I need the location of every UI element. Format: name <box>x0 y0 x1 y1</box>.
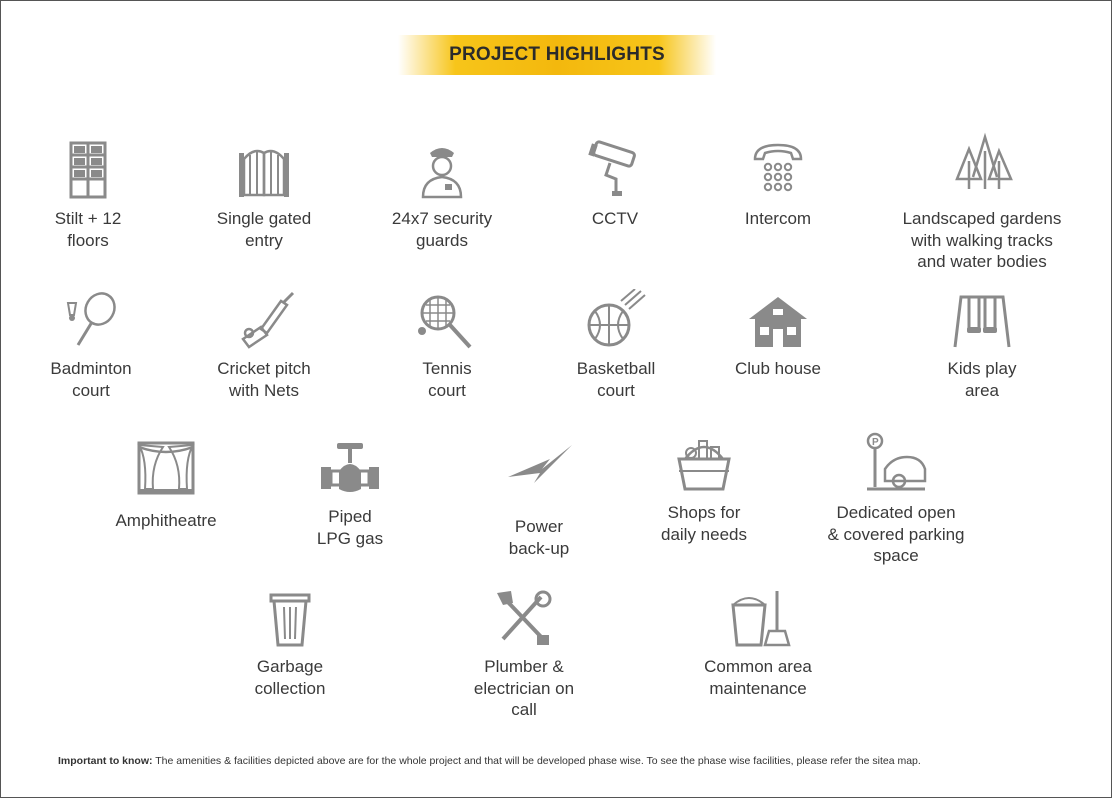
highlight-item <box>648 586 868 699</box>
highlight-label-line: area <box>964 380 999 400</box>
highlight-label-line: court <box>428 380 466 400</box>
highlight-label-line: court <box>597 380 635 400</box>
highlight-label <box>422 358 471 401</box>
highlight-label-line: Kids play <box>947 359 1017 378</box>
highlight-label <box>827 502 964 567</box>
highlight-label <box>745 208 811 230</box>
highlight-item <box>414 586 634 721</box>
highlight-item <box>872 130 1092 273</box>
highlight-label-line: Common area <box>704 657 812 676</box>
highlight-label-line: call <box>511 700 537 719</box>
highlight-label <box>474 656 574 721</box>
footer-note-text: The amenities & facilities depicted above are for the whole project and that will be developed phase wise. To see the phase wise facilities, please refer the sitea map. <box>152 755 921 767</box>
highlight-label <box>735 358 821 380</box>
highlight-label-line: space <box>873 546 919 565</box>
svg-text:P: P <box>872 437 879 448</box>
highlight-label-line: electrician on <box>473 678 575 698</box>
lightning-icon <box>504 436 574 500</box>
highlight-label <box>317 506 383 549</box>
highlight-label <box>217 358 311 401</box>
basketball-icon <box>581 288 651 352</box>
highlight-label-line: Amphitheatre <box>115 511 217 530</box>
highlight-label-line: Garbage <box>256 657 324 676</box>
highlight-label-line: Badminton <box>50 359 132 378</box>
highlight-label-line: Basketball <box>576 359 656 378</box>
theatre-icon <box>131 436 201 500</box>
building-icon <box>53 138 123 202</box>
highlight-label-line: Cricket pitch <box>217 359 311 378</box>
highlight-item <box>594 430 814 545</box>
highlight-label <box>661 502 747 545</box>
highlight-label <box>50 358 131 401</box>
highlight-label-line: and water bodies <box>917 252 1047 271</box>
highlight-item <box>668 288 888 380</box>
highlight-label-line: CCTV <box>591 209 639 228</box>
highlight-label-line: & covered parking <box>827 524 965 544</box>
highlight-label <box>903 208 1062 273</box>
club-house-icon <box>743 288 813 352</box>
highlight-label-line: back-up <box>508 538 570 558</box>
highlight-label <box>592 208 638 230</box>
highlight-label-line: Plumber & <box>484 657 564 676</box>
gas-valve-icon <box>315 436 385 500</box>
intercom-icon <box>743 138 813 202</box>
highlight-label <box>948 358 1017 401</box>
security-guard-icon <box>407 138 477 202</box>
highlight-label <box>392 208 492 251</box>
highlight-label-line: LPG gas <box>316 528 384 548</box>
gate-icon <box>229 138 299 202</box>
highlight-label-line: Dedicated open <box>836 503 956 522</box>
highlight-label-line: with walking tracks <box>911 230 1053 250</box>
title-banner <box>398 35 716 75</box>
highlight-label-line: with Nets <box>229 380 299 400</box>
basket-icon <box>669 430 739 494</box>
highlight-label-line: floors <box>67 230 109 250</box>
highlight-label-line: Tennis <box>422 359 472 378</box>
cctv-icon <box>580 138 650 202</box>
cricket-icon <box>229 288 299 352</box>
highlight-label-line: collection <box>254 678 326 698</box>
tennis-icon <box>412 288 482 352</box>
highlight-label <box>577 358 655 401</box>
highlight-item <box>180 586 400 699</box>
highlight-label-line: Intercom <box>744 209 812 228</box>
page-title: PROJECT HIGHLIGHTS <box>449 44 665 65</box>
highlight-label-line: daily needs <box>660 524 747 544</box>
highlight-label-line: Piped <box>328 507 372 526</box>
highlight-item <box>786 430 1006 567</box>
highlight-label <box>115 510 216 532</box>
highlight-item <box>240 436 460 549</box>
swing-icon <box>947 288 1017 352</box>
highlight-label <box>255 656 326 699</box>
highlight-label-line: court <box>72 380 110 400</box>
trash-bin-icon <box>255 586 325 650</box>
trees-icon <box>947 130 1017 194</box>
highlight-label <box>509 516 569 559</box>
highlight-label-line: 24x7 security <box>391 209 493 228</box>
parking-icon <box>861 430 931 494</box>
highlight-label-line: Shops for <box>667 503 741 522</box>
footer-note-label: Important to know: <box>58 755 153 767</box>
bucket-mop-icon <box>723 586 793 650</box>
highlight-label-line: Landscaped gardens <box>902 209 1062 228</box>
badminton-icon <box>56 288 126 352</box>
tools-icon <box>489 586 559 650</box>
highlight-label <box>704 656 812 699</box>
highlight-label-line: Club house <box>734 359 821 378</box>
highlight-label-line: guards <box>416 230 468 250</box>
highlight-label-line: Stilt + 12 <box>54 209 122 228</box>
highlight-label-line: Power <box>514 517 564 536</box>
highlight-item <box>872 288 1092 401</box>
footer-note <box>58 755 921 767</box>
highlight-item <box>668 138 888 230</box>
highlight-label-line: entry <box>245 230 283 250</box>
highlight-label-line: maintenance <box>709 678 807 698</box>
highlight-label-line: Single gated <box>216 209 312 228</box>
highlight-label <box>55 208 122 251</box>
highlight-label <box>217 208 312 251</box>
